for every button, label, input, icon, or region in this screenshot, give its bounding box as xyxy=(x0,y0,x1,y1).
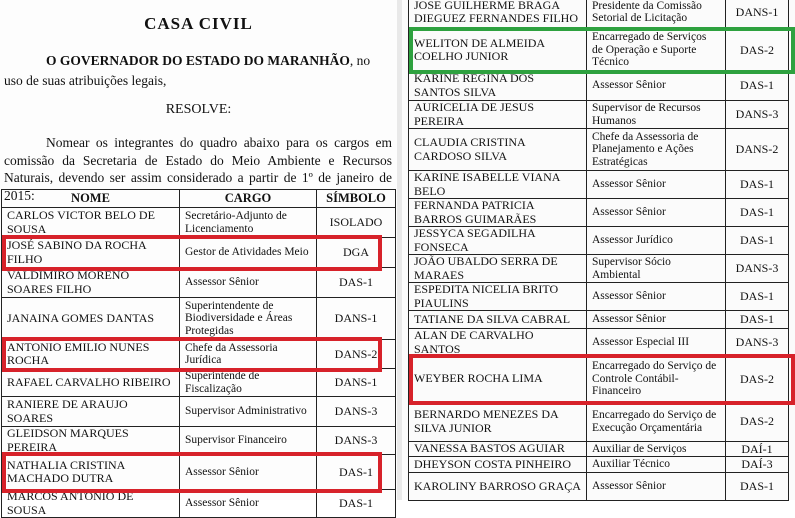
person-name: WEYBER ROCHA LIMA xyxy=(409,357,587,402)
table-row xyxy=(409,71,789,101)
table-row xyxy=(2,208,396,238)
position-symbol: DANS-3 xyxy=(726,329,789,357)
governor-title: O GOVERNADOR DO ESTADO DO MARANHÃO xyxy=(46,53,350,68)
header-position: CARGO xyxy=(180,190,317,208)
position-title: Assessor Sênior xyxy=(587,171,726,199)
table-header-row xyxy=(2,190,396,208)
table-row xyxy=(2,427,396,455)
right-nomination-table xyxy=(408,0,789,501)
position-title: Supervisor de Recursos Humanos xyxy=(587,101,726,129)
position-symbol: DAS-1 xyxy=(726,71,789,101)
position-symbol: DANS-3 xyxy=(317,397,396,427)
position-symbol: DANS-1 xyxy=(317,369,396,397)
governor-line-rest: , no uso de suas atribuições legais, xyxy=(4,53,371,88)
person-name: JANAINA GOMES DANTAS xyxy=(2,298,180,340)
person-name: KARINE REGINA DOS SANTOS SILVA xyxy=(409,71,587,101)
table-row xyxy=(409,199,789,227)
position-symbol: DANS-3 xyxy=(317,427,396,455)
table-row xyxy=(2,369,396,397)
person-name: GLEIDSON MARQUES PEREIRA xyxy=(2,427,180,455)
person-name: BERNARDO MENEZES DA SILVA JUNIOR xyxy=(409,402,587,442)
position-symbol: DAÍ-3 xyxy=(726,457,789,473)
person-name: VALDIMIRO MORENO SOARES FILHO xyxy=(2,268,180,298)
table-row xyxy=(2,238,396,268)
person-name: JESSYCA SEGADILHA FONSECA xyxy=(409,227,587,255)
position-title: Assessor Sênior xyxy=(180,490,317,518)
header-name: NOME xyxy=(2,190,180,208)
position-title: Assessor Especial III xyxy=(587,329,726,357)
left-page-column xyxy=(0,0,397,517)
position-title: Assessor Sênior xyxy=(587,71,726,101)
person-name: AURICELIA DE JESUS PEREIRA xyxy=(409,101,587,129)
position-symbol: DAS-1 xyxy=(726,199,789,227)
governor-paragraph xyxy=(4,51,390,91)
person-name: CARLOS VICTOR BELO DE SOUSA xyxy=(2,208,180,238)
person-name: RANIERE DE ARAUJO SOARES xyxy=(2,397,180,427)
table-row xyxy=(409,311,789,329)
position-title: Superintende de Fiscalização xyxy=(180,369,317,397)
person-name: WELITON DE ALMEIDA COELHO JUNIOR xyxy=(409,30,587,71)
position-title: Assessor Sênior xyxy=(587,199,726,227)
position-symbol: DANS-1 xyxy=(317,298,396,340)
position-title: Chefe da Assessoria Jurídica xyxy=(180,340,317,369)
person-name: JOSÉ SABINO DA ROCHA FILHO xyxy=(2,238,180,268)
table-row xyxy=(2,268,396,298)
table-row xyxy=(2,397,396,427)
table-row xyxy=(2,455,396,490)
person-name: ESPEDITA NICELIA BRITO PIAULINS xyxy=(409,283,587,311)
position-symbol: DANS-2 xyxy=(726,129,789,171)
position-symbol: DANS-3 xyxy=(726,255,789,283)
person-name: TATIANE DA SILVA CABRAL xyxy=(409,311,587,329)
person-name: NATHALIA CRISTINA MACHADO DUTRA xyxy=(2,455,180,490)
position-symbol: DAS-1 xyxy=(726,283,789,311)
person-name: MARCOS ANTONIO DE SOUSA xyxy=(2,490,180,518)
position-title: Encarregado do Serviço de Controle Contábil-Financeiro xyxy=(587,357,726,402)
position-symbol: DANS-2 xyxy=(317,340,396,369)
position-symbol: DAS-2 xyxy=(726,402,789,442)
position-symbol: ISOLADO xyxy=(317,208,396,238)
position-title: Assessor Sênior xyxy=(587,283,726,311)
position-symbol: DAÍ-1 xyxy=(726,442,789,457)
table-row xyxy=(409,171,789,199)
position-symbol: DAS-2 xyxy=(726,30,789,71)
position-title: Supervisor Financeiro xyxy=(180,427,317,455)
position-title: Presidente da Comissão Setorial de Licitação xyxy=(587,0,726,30)
person-name: ALAN DE CARVALHO SANTOS xyxy=(409,329,587,357)
position-title: Encarregado de Serviços de Operação e Suporte Técnico xyxy=(587,30,726,71)
table-row xyxy=(409,457,789,473)
position-symbol: DAS-1 xyxy=(317,490,396,518)
position-title: Auxiliar Técnico xyxy=(587,457,726,473)
position-title: Assessor Sênior xyxy=(180,268,317,298)
position-title: Supervisor Sócio Ambiental xyxy=(587,255,726,283)
position-symbol: DAS-1 xyxy=(317,455,396,490)
position-symbol: DANS-3 xyxy=(726,101,789,129)
table-row xyxy=(409,442,789,457)
position-title: Assessor Jurídico xyxy=(587,227,726,255)
position-symbol: DAS-2 xyxy=(726,357,789,402)
position-title: Assessor Sênior xyxy=(587,311,726,329)
table-row xyxy=(409,129,789,171)
position-title: Supervisor Administrativo xyxy=(180,397,317,427)
table-row xyxy=(409,283,789,311)
table-row xyxy=(2,340,396,369)
table-row xyxy=(409,227,789,255)
table-row xyxy=(409,329,789,357)
table-row xyxy=(409,0,789,30)
section-title: CASA CIVIL xyxy=(144,14,253,33)
table-row xyxy=(409,402,789,442)
position-symbol: DAS-1 xyxy=(726,473,789,501)
header-symbol: SÍMBOLO xyxy=(317,190,396,208)
person-name: DHEYSON COSTA PINHEIRO xyxy=(409,457,587,473)
nomination-paragraph: Nomear os integrantes do quadro abaixo para os cargos em comissão da Secretaria de Estado do Meio Ambiente e Recursos Naturais, devendo ser assim considerado a partir de 1º de janeiro de 2015: xyxy=(4,135,392,203)
table-row xyxy=(409,473,789,501)
position-symbol: DAS-1 xyxy=(726,311,789,329)
position-symbol: DAS-1 xyxy=(726,227,789,255)
person-name: JOÃO UBALDO SERRA DE MARAES xyxy=(409,255,587,283)
person-name: ANTONIO EMILIO NUNES ROCHA xyxy=(2,340,180,369)
person-name: RAFAEL CARVALHO RIBEIRO xyxy=(2,369,180,397)
position-symbol: DANS-1 xyxy=(726,0,789,30)
person-name: VANESSA BASTOS AGUIAR xyxy=(409,442,587,457)
position-title: Assessor Sênior xyxy=(180,455,317,490)
person-name: FERNANDA PATRICIA BARROS GUIMARÃES xyxy=(409,199,587,227)
table-row xyxy=(2,490,396,518)
position-title: Auxiliar de Serviços xyxy=(587,442,726,457)
position-symbol: DAS-1 xyxy=(317,268,396,298)
person-name: KAROLINY BARROSO GRAÇA xyxy=(409,473,587,501)
resolve-heading: RESOLVE: xyxy=(165,102,232,117)
position-title: Superintendente de Biodiversidade e Áreas Protegidas xyxy=(180,298,317,340)
position-title: Encarregado do Serviço de Execução Orçamentária xyxy=(587,402,726,442)
table-row xyxy=(409,30,789,71)
table-row xyxy=(2,298,396,340)
person-name: JOSE GUILHERME BRAGA DIEGUEZ FERNANDES FILHO xyxy=(409,0,587,30)
position-symbol: DGA xyxy=(317,238,396,268)
table-row xyxy=(409,101,789,129)
table-row xyxy=(409,255,789,283)
position-title: Chefe da Assessoria de Planejamento e Ações Estratégicas xyxy=(587,129,726,171)
position-title: Gestor de Atividades Meio xyxy=(180,238,317,268)
person-name: KARINE ISABELLE VIANA BELO xyxy=(409,171,587,199)
position-title: Assessor Sênior xyxy=(587,473,726,501)
position-title: Secretário-Adjunto de Licenciamento xyxy=(180,208,317,238)
table-row xyxy=(409,357,789,402)
left-nomination-table xyxy=(1,189,396,518)
person-name: CLAUDIA CRISTINA CARDOSO SILVA xyxy=(409,129,587,171)
position-symbol: DAS-1 xyxy=(726,171,789,199)
